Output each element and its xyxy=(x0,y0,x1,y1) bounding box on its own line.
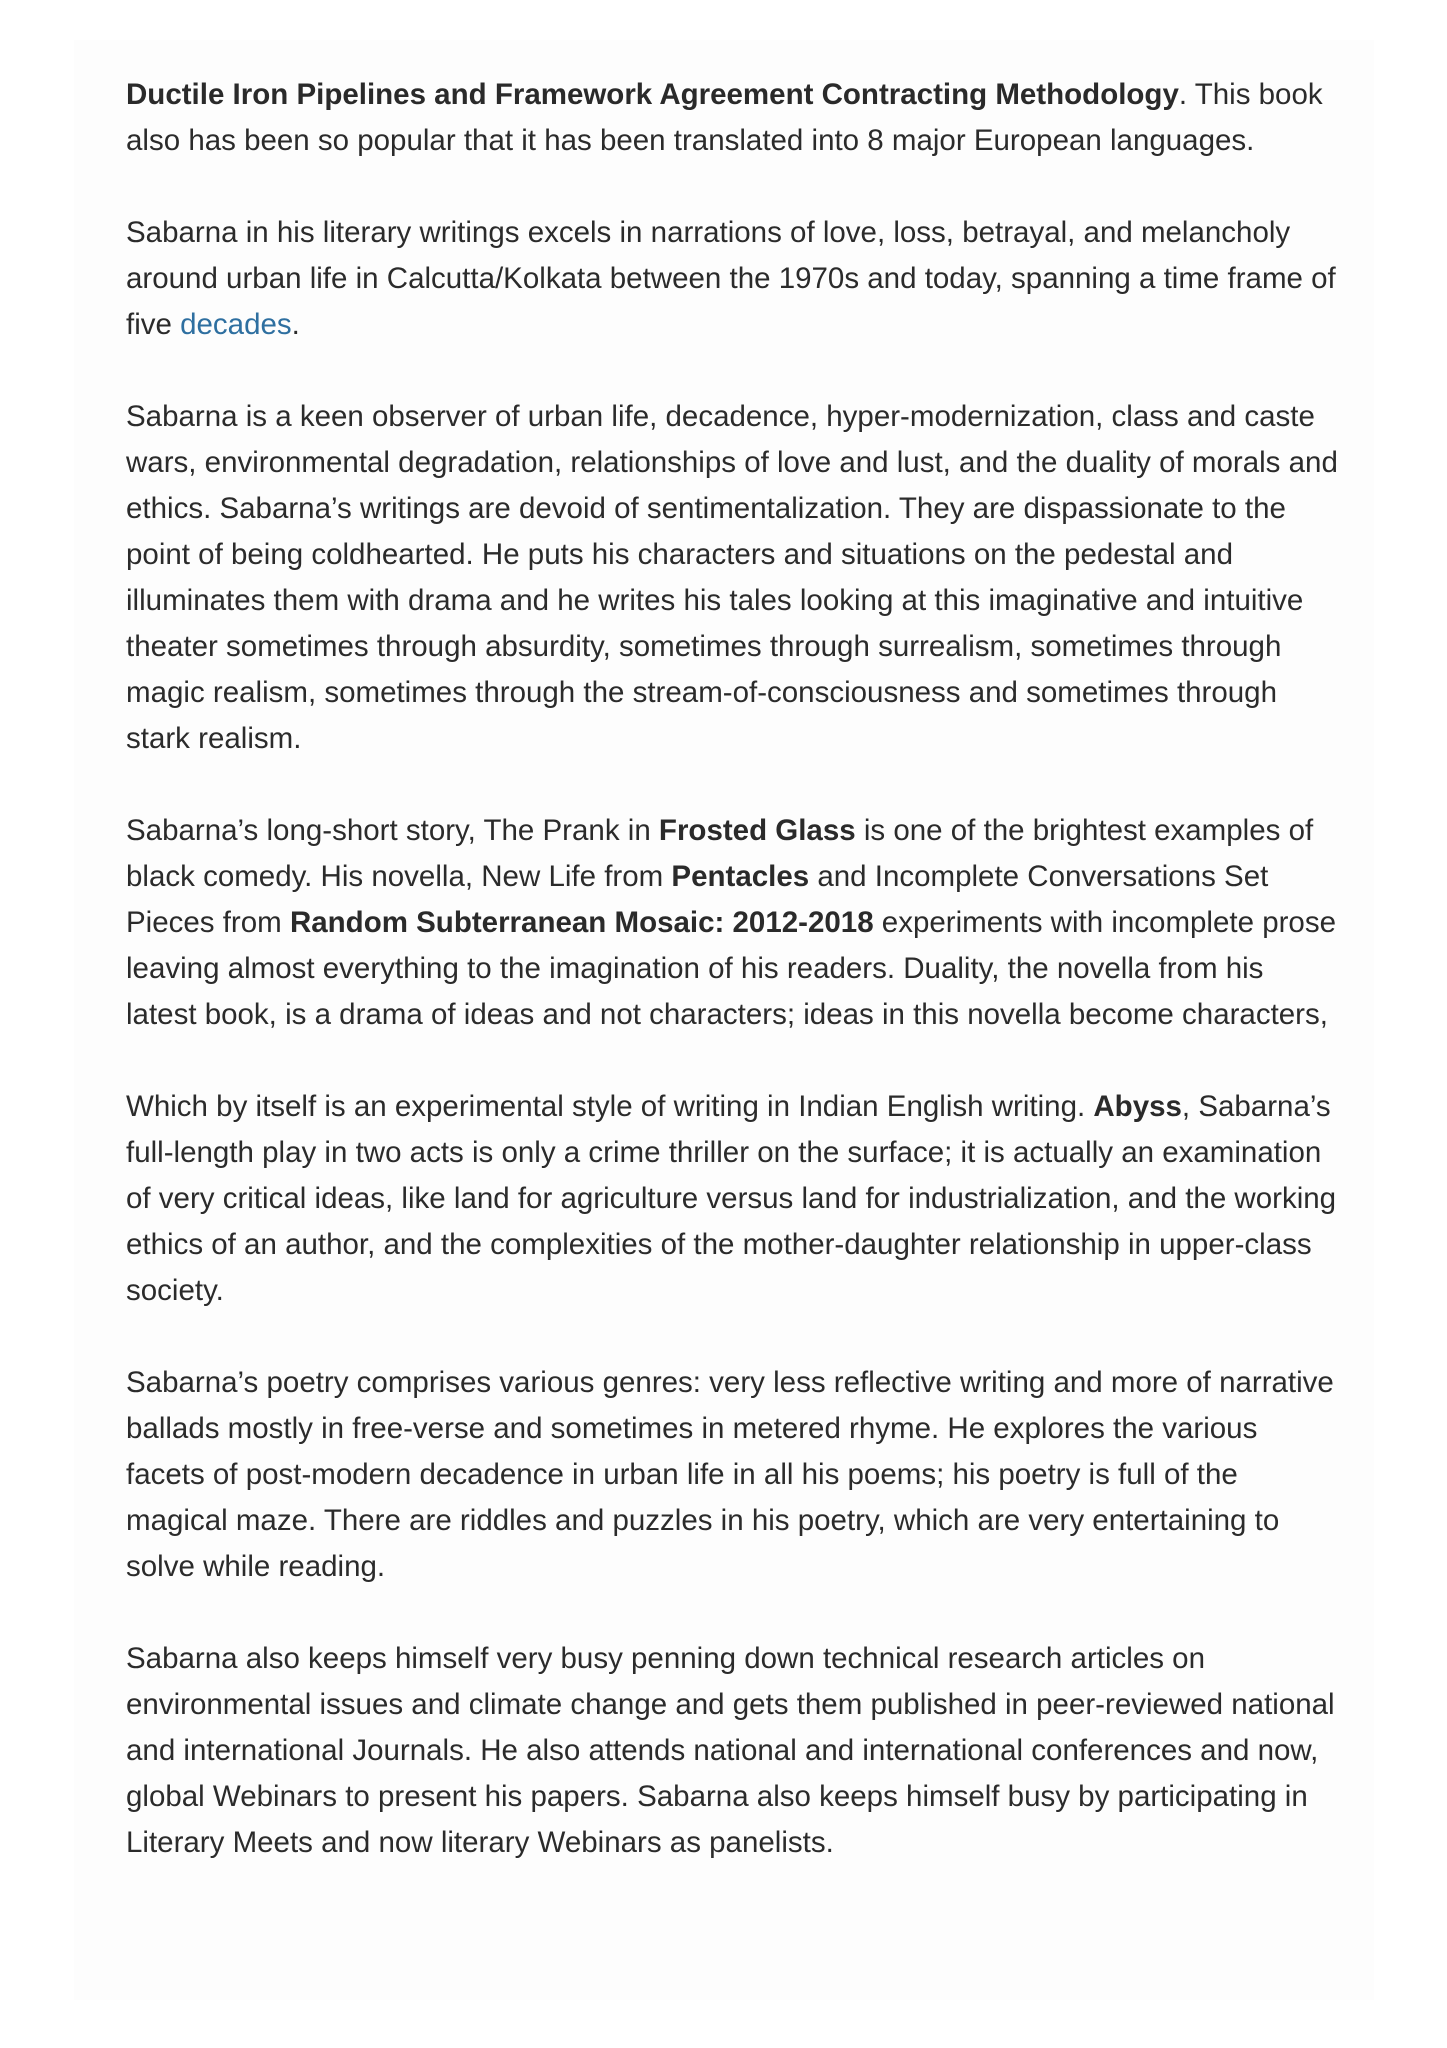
paragraph-book-translation xyxy=(126,72,1341,164)
paragraph-keen-observer xyxy=(126,394,1341,762)
paragraph-research-articles xyxy=(126,1636,1341,1866)
paragraph-text: Which by itself is an experimental style of writing in Indian English writing. xyxy=(126,1090,1094,1123)
paragraph-text: . This book also has been so popular that it has been translated into 8 major European languages. xyxy=(126,78,1323,157)
pentacles-bold: Pentacles xyxy=(671,860,810,893)
paragraph-text: and Incomplete Conversations Set Pieces from xyxy=(126,860,1269,939)
document-body xyxy=(126,72,1341,1866)
decades-link[interactable]: decades xyxy=(180,308,292,341)
random-subterranean-mosaic-bold: Random Subterranean Mosaic: 2012-2018 xyxy=(289,906,874,939)
paragraph-text: Sabarna is a keen observer of urban life, decadence, hyper-modernization, class and caste wars, environmental degradation, relationships of love and lust, and the duality of morals and ethics. Sabarna’s writings are devoid of sentimentalization. They are dispassionate to the point of being coldhearted. He puts his characters and situations on the pedestal and illuminates them with drama and he writes his tales looking at this imaginative and intuitive theater sometimes through absurdity, sometimes through surrealism, sometimes through magic realism, sometimes through the stream-of-consciousness and sometimes through stark realism. xyxy=(126,400,1338,755)
paragraph-text: Sabarna also keeps himself very busy penning down technical research articles on environmental issues and climate change and gets them published in peer-reviewed national and international Journals. He also attends national and international conferences and now, global Webinars to present his papers. Sabarna also keeps himself busy by participating in Literary Meets and now literary Webinars as panelists. xyxy=(126,1642,1335,1859)
paragraph-text: experiments with incomplete prose leaving almost everything to the imagination of his readers. Duality, the novella from his latest book, is a drama of ideas and not characters; ideas in this novella become characters, xyxy=(126,906,1336,1031)
paragraph-text: Sabarna’s poetry comprises various genres: very less reflective writing and more of narrative ballads mostly in free-verse and sometimes in metered rhyme. He explores the various facets of post-modern decadence in urban life in all his poems; his poetry is full of the magical maze. There are riddles and puzzles in his poetry, which are very entertaining to solve while reading. xyxy=(126,1366,1334,1583)
paragraph-long-short-story xyxy=(126,808,1341,1038)
frosted-glass-bold: Frosted Glass xyxy=(658,814,856,847)
paragraph-text: . xyxy=(291,308,300,341)
abyss-bold: Abyss xyxy=(1093,1090,1182,1123)
paragraph-text: , Sabarna’s full-length play in two acts is only a crime thriller on the surface; it is actually an examination of very critical ideas, like land for agriculture versus land for industrialization, and the working ethics of an author, and the complexities of the mother-daughter relationship in upper-class society. xyxy=(126,1090,1337,1307)
paragraph-text: Sabarna’s long-short story, The Prank in xyxy=(126,814,659,847)
paragraph-literary-writings xyxy=(126,210,1341,348)
paragraph-text: is one of the brightest examples of black comedy. His novella, New Life from xyxy=(126,814,1314,893)
paragraph-abyss-play xyxy=(126,1084,1341,1314)
paragraph-text: Sabarna in his literary writings excels in narrations of love, loss, betrayal, and melancholy around urban life in Calcutta/Kolkata between the 1970s and today, spanning a time frame of five xyxy=(126,216,1336,341)
book-title-bold: Ductile Iron Pipelines and Framework Agreement Contracting Methodology xyxy=(126,78,1179,111)
paragraph-poetry xyxy=(126,1360,1341,1590)
